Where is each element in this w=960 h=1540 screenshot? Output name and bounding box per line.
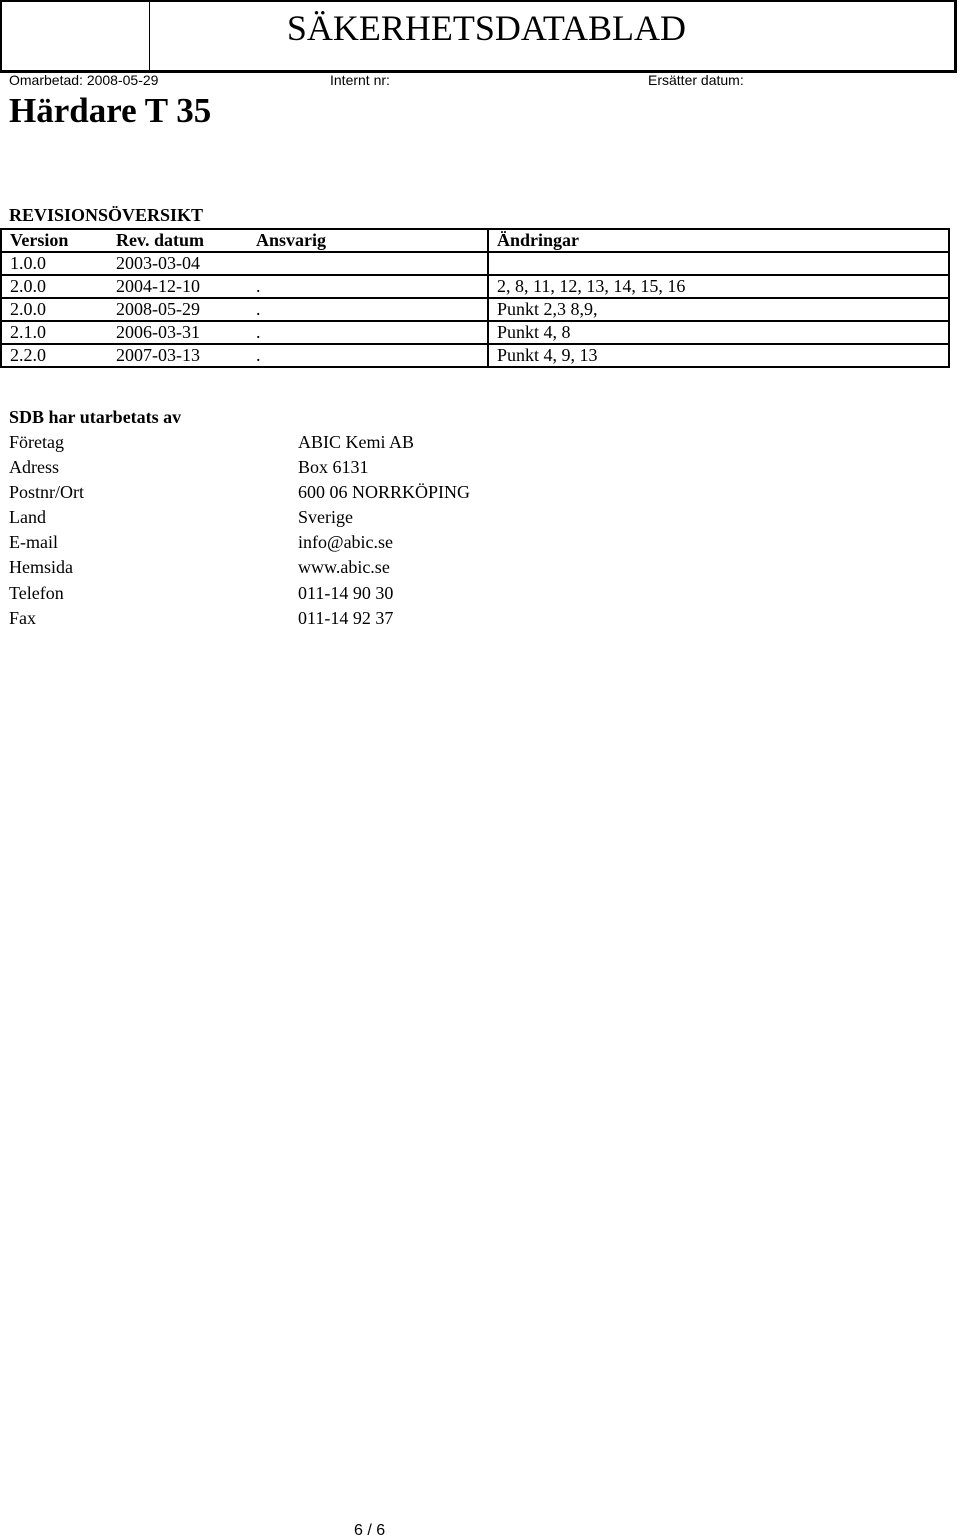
revision-title: REVISIONSÖVERSIKT: [9, 205, 204, 225]
contact-value: 600 06 NORRKÖPING: [298, 482, 471, 503]
cell-changes: [488, 252, 949, 275]
cell-changes: 2, 8, 11, 12, 13, 14, 15, 16: [488, 275, 949, 298]
cell-version: 2.0.0: [1, 298, 116, 321]
contact-label: Hemsida: [9, 557, 73, 578]
product-name: Härdare T 35: [9, 91, 212, 130]
cell-version: 1.0.0: [1, 252, 116, 275]
cell-changes: Punkt 4, 9, 13: [488, 344, 949, 367]
table-row: [1, 344, 949, 367]
contact-label: Telefon: [9, 582, 64, 603]
cell-rev-date: 2006-03-31: [116, 321, 256, 344]
table-row: [1, 298, 949, 321]
website-link[interactable]: www.abic.se: [298, 557, 390, 578]
column-header-rev-date: Rev. datum: [116, 229, 256, 252]
cell-version: 2.1.0: [1, 321, 116, 344]
cell-rev-date: 2007-03-13: [116, 344, 256, 367]
document-title: SÄKERHETSDATABLAD: [286, 8, 686, 48]
column-header-responsible: Ansvarig: [256, 229, 488, 252]
contact-label: Adress: [9, 457, 59, 478]
contact-label: E-mail: [9, 532, 58, 553]
table-row: [1, 252, 949, 275]
internal-number: Internt nr:: [330, 72, 390, 88]
cell-responsible: .: [256, 321, 488, 344]
cell-rev-date: 2008-05-29: [116, 298, 256, 321]
contact-value: 011-14 92 37: [298, 607, 394, 628]
contact-label: Postnr/Ort: [9, 482, 85, 503]
cell-changes: Punkt 2,3 8,9,: [488, 298, 949, 321]
cell-responsible: .: [256, 298, 488, 321]
sdb-prepared-by-title: SDB har utarbetats av: [9, 407, 182, 427]
contact-value: Box 6131: [298, 457, 369, 478]
revision-header-row: [1, 229, 949, 252]
table-row: [1, 321, 949, 344]
header-logo-divider: [149, 2, 150, 70]
cell-rev-date: 2004-12-10: [116, 275, 256, 298]
contact-value: ABIC Kemi AB: [298, 432, 415, 452]
column-header-version: Version: [1, 229, 116, 252]
contact-label: Företag: [9, 432, 64, 452]
contact-label: Fax: [9, 607, 36, 628]
column-header-changes: Ändringar: [488, 229, 949, 252]
page-number: 6 / 6: [354, 1522, 386, 1539]
revision-table: [0, 228, 950, 368]
header-box: [0, 0, 957, 73]
table-row: [1, 275, 949, 298]
cell-version: 2.2.0: [1, 344, 116, 367]
cell-responsible: .: [256, 344, 488, 367]
cell-changes: Punkt 4, 8: [488, 321, 949, 344]
contact-value: 011-14 90 30: [298, 582, 394, 603]
contact-label: Land: [9, 507, 46, 528]
contact-value: Sverige: [298, 507, 353, 528]
cell-rev-date: 2003-03-04: [116, 252, 256, 275]
revised-date: Omarbetad: 2008-05-29: [9, 72, 159, 88]
cell-version: 2.0.0: [1, 275, 116, 298]
email-link[interactable]: info@abic.se: [298, 532, 394, 553]
replaces-date: Ersätter datum:: [648, 72, 744, 88]
cell-responsible: .: [256, 275, 488, 298]
cell-responsible: [256, 252, 488, 275]
